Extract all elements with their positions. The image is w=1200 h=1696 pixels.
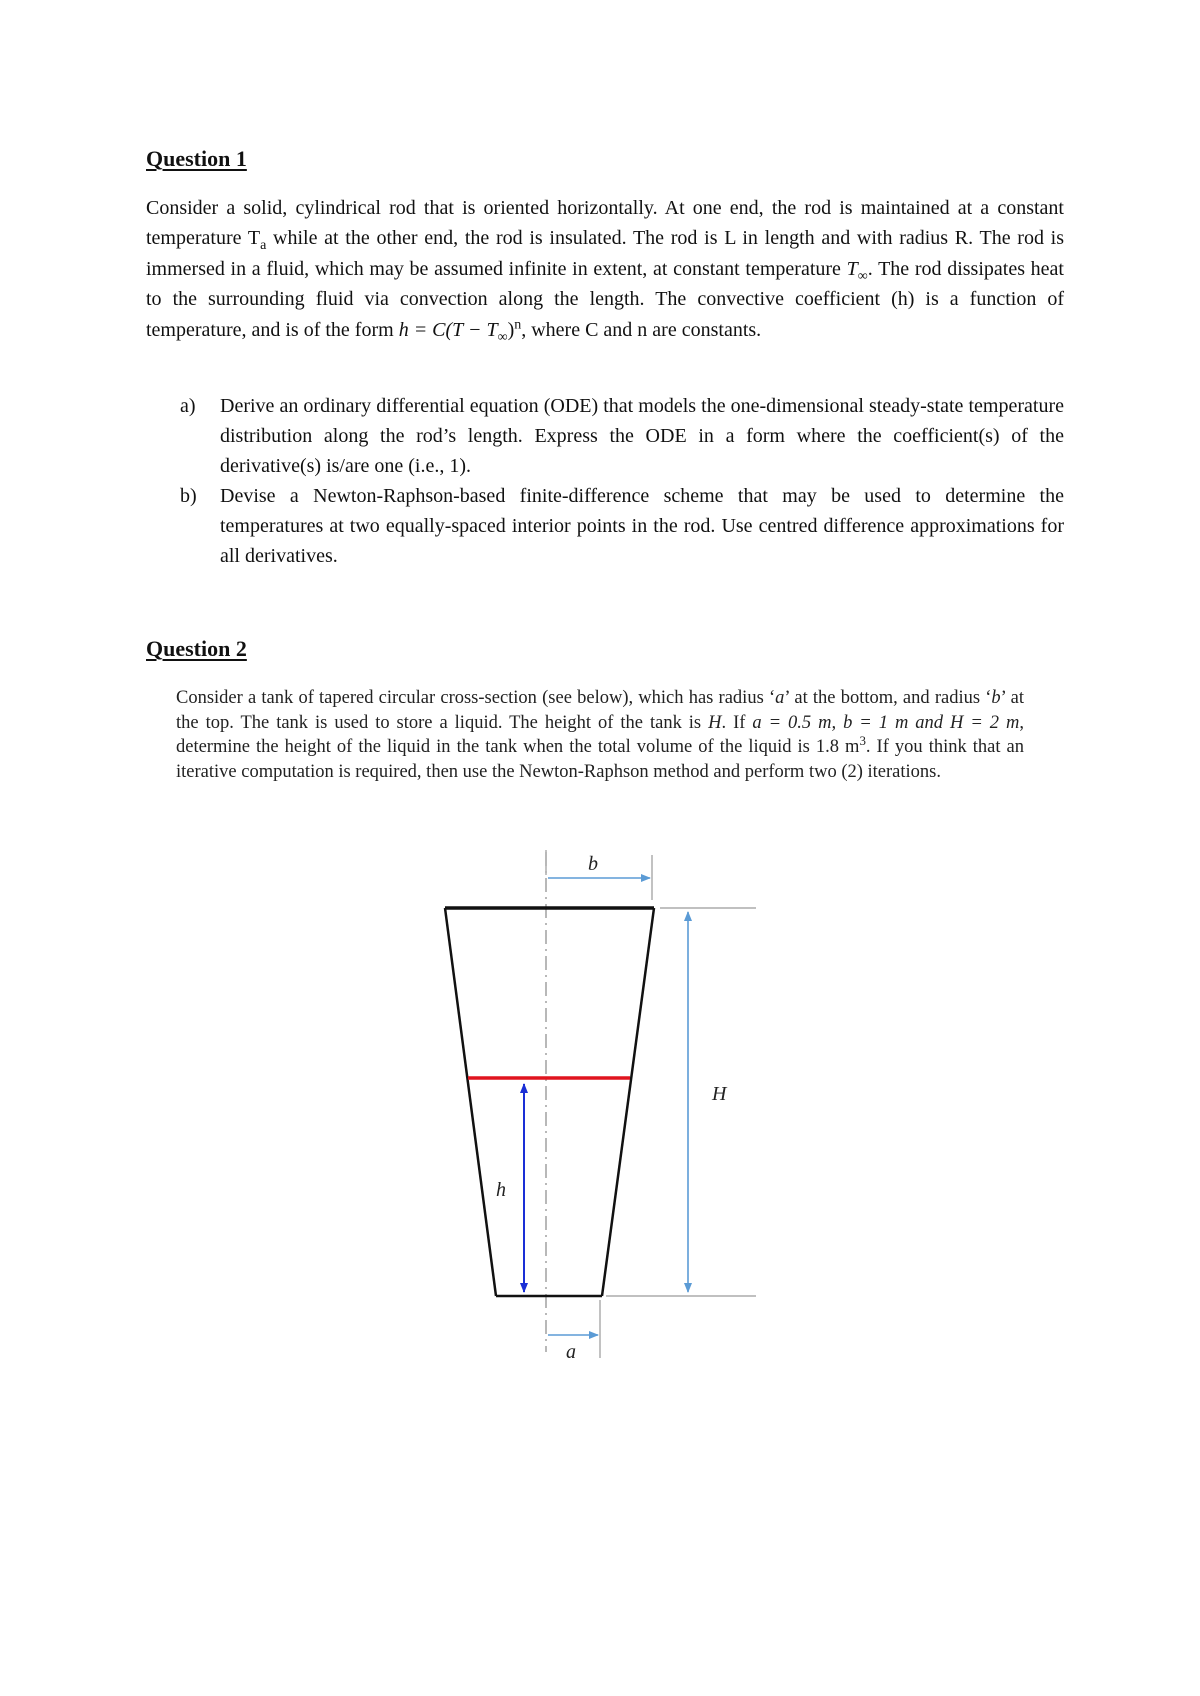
item-text: Derive an ordinary differential equation (ODE) that models the one-dimensional steady-state temperature distribution along the rod’s length. Express the ODE in a form where the coefficient(s) of the derivative(s) is/are one (i.e., 1). [220, 395, 1064, 477]
question-2-paragraph: Consider a tank of tapered circular cross-section (see below), which has radius ‘a’ at the bottom, and radius ‘b’ at the top. The tank is used to store a liquid. The height of the tank is H. If a = 0.5 m, b = 1 m and H = 2 m, determine the height of the liquid in the tank when the total volume of the liquid is 1.8 $m^3$. If you think that an iterative computation is required, then use the Newton-Raphson method and perform two (2) iterations. [176, 688, 1024, 782]
label-a: a [566, 1341, 576, 1363]
label-b: b [588, 853, 598, 875]
tank-left-wall [445, 908, 496, 1296]
question-2-heading: Question 2 [146, 636, 247, 661]
question-1-heading: Question 1 [146, 146, 247, 171]
item-label: a) [180, 395, 196, 417]
label-h: h [496, 1179, 506, 1201]
tank-right-wall [602, 908, 654, 1296]
question-1-paragraph: Consider a solid, cylindrical rod that is oriented horizontally. At one end, the rod is maintained at a constant temperature $T_a$ while at the other end, the rod is insulated. The rod is L in length and with radius R. The rod is immersed in a fluid, which may be assumed infinite in extent, at constant temperature $T_\infty$. The rod dissipates heat to the surrounding fluid via convection along the length. The convective coefficient (h) is a function of temperature, and is of the form $h = C(T - T_\infty)^n$, where C and n are constants. [146, 197, 1064, 345]
label-H: H [712, 1083, 727, 1105]
item-label: b) [180, 485, 197, 507]
item-text: Devise a Newton-Raphson-based finite-difference scheme that may be used to determine the temperatures at two equally-spaced interior points in the rod. Use centred difference approximations for all derivatives. [220, 485, 1064, 567]
